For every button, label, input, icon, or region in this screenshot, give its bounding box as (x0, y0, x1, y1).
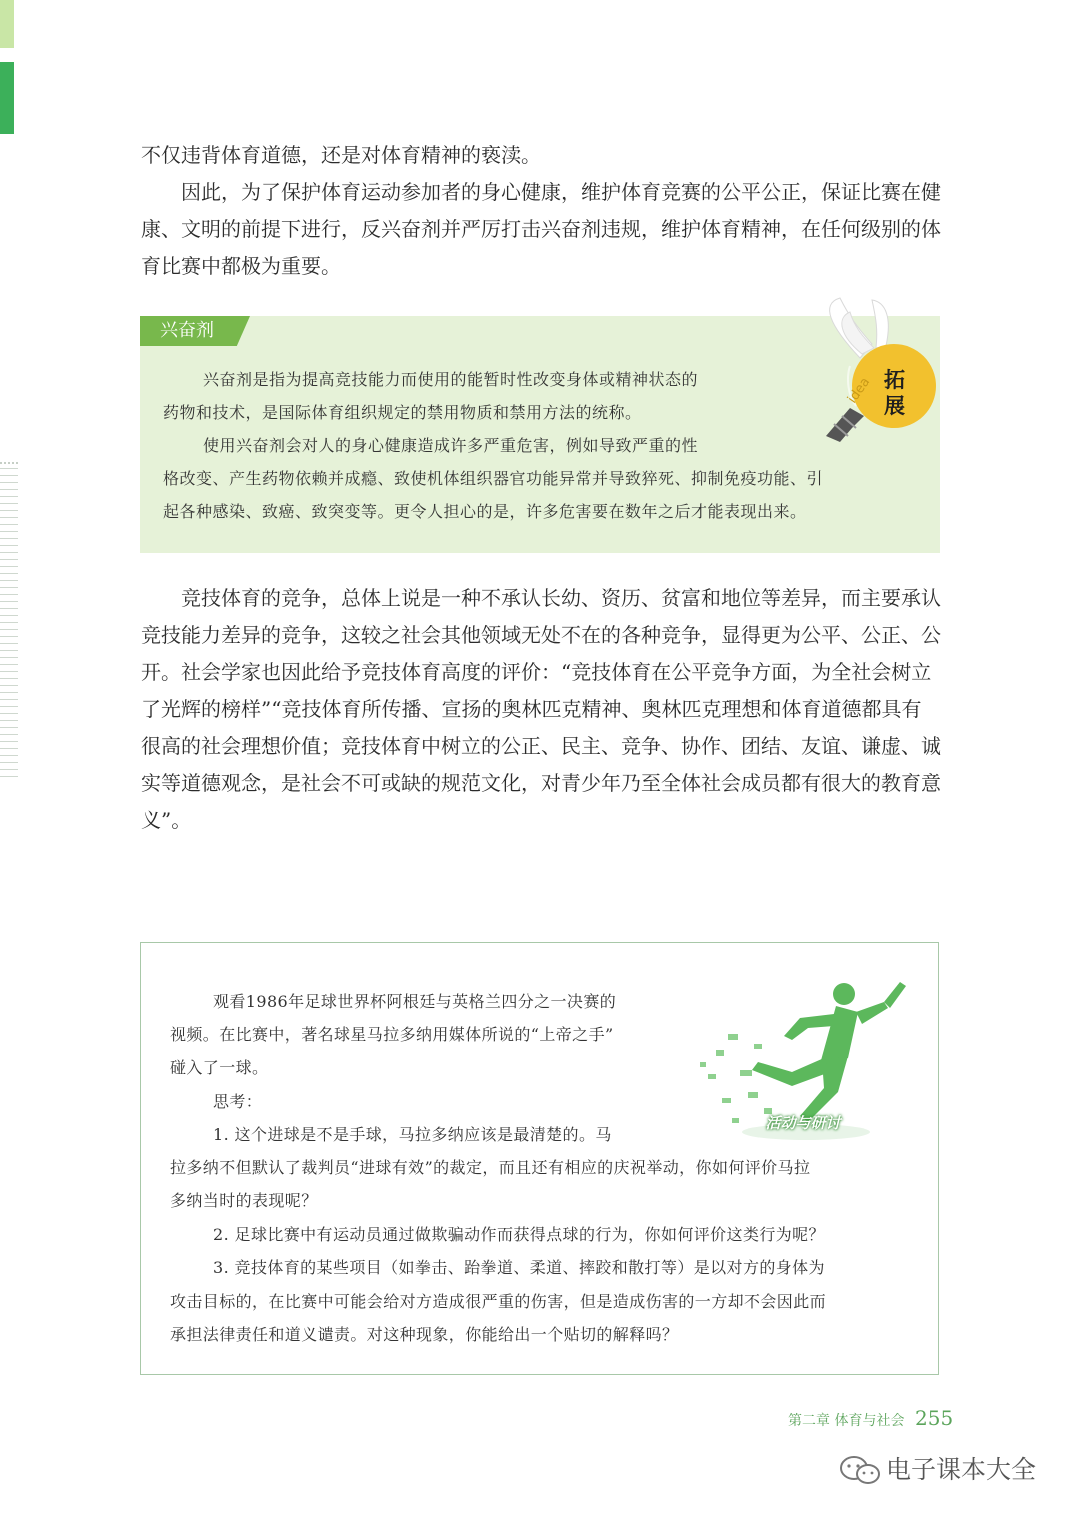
edge-tab-light (0, 0, 14, 48)
extension-line-4: 格改变、产生药物依赖并成瘾、致使机体组织器官功能异常并导致猝死、抑制免疫功能、引 (163, 469, 824, 488)
activity-line-10: 攻击目标的，在比赛中可能会给对方造成很严重的伤害，但是造成伤害的一方却不会因此而 (170, 1292, 827, 1311)
paragraph-2: 因此，为了保护体育运动参加者的身心健康，维护体育竞赛的公平公正，保证比赛在健康、文明的前提下进行，反兴奋剂并严厉打击兴奋剂违规，维护体育精神，在任何级别的体育比赛中都极为重要。 (141, 180, 941, 278)
winged-lightbulb-icon (790, 296, 950, 446)
activity-think-label: 思考： (213, 1092, 263, 1111)
watermark-text: 电子课本大全 (886, 1455, 1037, 1484)
edge-dotted-rule (0, 462, 18, 464)
extension-line-5: 起各种感染、致癌、致突变等。更令人担心的是，许多危害要在数年之后才能表现出来。 (163, 502, 807, 521)
activity-line-9: 3. 竞技体育的某些项目（如拳击、跆拳道、柔道、摔跤和散打等）是以对方的身体为 (213, 1258, 825, 1277)
activity-line-7: 多纳当时的表现呢？ (170, 1191, 318, 1210)
activity-line-5: 1. 这个进球是不是手球，马拉多纳应该是最清楚的。马 (213, 1125, 612, 1144)
extension-badge-char-1: 拓 (884, 368, 905, 392)
edge-tab-dark (0, 62, 14, 134)
extension-line-2: 药物和技术，是国际体育组织规定的禁用物质和禁用方法的统称。 (163, 403, 642, 422)
activity-line-3: 碰入了一球。 (170, 1058, 269, 1077)
paragraph-1: 不仅违背体育道德，还是对体育精神的亵渎。 (141, 143, 541, 167)
extension-tab-label: 兴奋剂 (160, 320, 214, 341)
page-number: 255 (915, 1406, 954, 1430)
activity-line-1: 观看1986年足球世界杯阿根廷与英格兰四分之一决赛的 (213, 992, 617, 1011)
activity-line-2: 视频。在比赛中，著名球星马拉多纳用媒体所说的“上帝之手” (170, 1025, 614, 1044)
extension-line-3: 使用兴奋剂会对人的身心健康造成许多严重危害，例如导致严重的性 (203, 436, 699, 455)
extension-line-1: 兴奋剂是指为提高竞技能力而使用的能暂时性改变身体或精神状态的 (203, 370, 699, 389)
footer-chapter: 第二章 体育与社会 (788, 1413, 905, 1429)
edge-line-pattern (0, 468, 18, 778)
activity-line-6: 拉多纳不但默认了裁判员“进球有效”的裁定，而且还有相应的庆祝举动，你如何评价马拉 (170, 1158, 811, 1177)
extension-badge-char-2: 展 (884, 394, 905, 418)
activity-line-8: 2. 足球比赛中有运动员通过做欺骗动作而获得点球的行为，你如何评价这类行为呢？ (213, 1225, 825, 1244)
bulb-idea-text: idea (844, 374, 874, 407)
activity-line-11: 承担法律责任和道义谴责。对这种现象，你能给出一个贴切的解释吗？ (170, 1325, 679, 1344)
paragraph-3: 竞技体育的竞争，总体上说是一种不承认长幼、资历、贫富和地位等差异，而主要承认竞技能力差异的竞争，这较之社会其他领域无处不在的各种竞争，显得更为公平、公正、公开。社会学家也因此给予竞技体育高度的评价：“竞技体育在公平竞争方面，为全社会树立了光辉的榜样”“竞技体育所传播、宣扬的奥林匹克精神、奥林匹克理想和体育道德都具有很高的社会理想价值；竞技体育中树立的公正、民主、竞争、协作、团结、友谊、谦虚、诚实等道德观念，是社会不可或缺的规范文化，对青少年乃至全体社会成员都有很大的教育意义”。 (141, 586, 941, 832)
activity-label: 活动与研讨 (765, 1114, 841, 1132)
